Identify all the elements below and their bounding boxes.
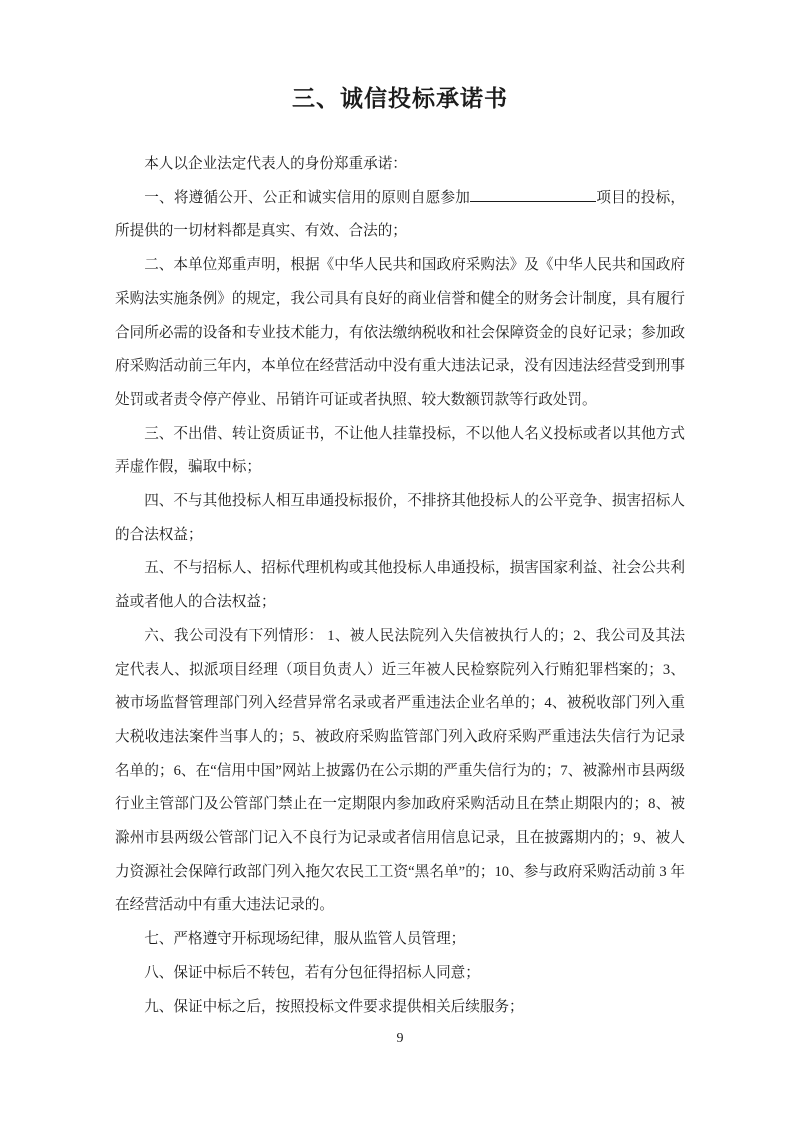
clause-paragraph-8: 八、保证中标后不转包，若有分包征得招标人同意； bbox=[144, 964, 480, 981]
clause-1-text-before-blank: 一、将遵循公开、公正和诚实信用的原则自愿参加 bbox=[144, 189, 471, 206]
clause-paragraph-9: 九、保证中标之后，按照投标文件要求提供相关后续服务； bbox=[144, 998, 524, 1015]
intro-paragraph: 本人以企业法定代表人的身份郑重承诺： bbox=[144, 156, 407, 172]
page-number: 9 bbox=[396, 1031, 404, 1046]
clause-paragraph-5: 五、不与招标人、招标代理机构或其他投标人串通投标，损害国家利益、社会公共利益或者他人的合法权益； bbox=[115, 560, 685, 611]
document-body bbox=[115, 148, 685, 1024]
document-title: 三、诚信投标承诺书 bbox=[292, 86, 508, 111]
clause-paragraph-3: 三、不出借、转让资质证书，不让他人挂靠投标，不以他人名义投标或者以其他方式弄虚作假，骗取中标； bbox=[115, 425, 685, 476]
clause-paragraph-1 bbox=[115, 182, 685, 249]
project-name-blank-field bbox=[470, 187, 596, 202]
clause-paragraph-7: 七、严格遵守开标现场纪律，服从监管人员管理； bbox=[144, 931, 466, 948]
clause-paragraph-2: 二、本单位郑重声明，根据《中华人民共和国政府采购法》及《中华人民共和国政府采购法实施条例》的规定，我公司具有良好的商业信誉和健全的财务会计制度，具有履行合同所必需的设备和专业技术能力，有依法缴纳税收和社会保障资金的良好记录；参加政府采购活动前三年内，本单位在经营活动中没有重大违法记录，没有因违法经营受到刑事处罚或者责令停产停业、吊销许可证或者执照、较大数额罚款等行政处罚。 bbox=[115, 257, 685, 408]
clause-paragraph-6: 六、我公司没有下列情形： 1、被人民法院列入失信被执行人的；2、我公司及其法定代表人、拟派项目经理（项目负责人）近三年被人民检察院列入行贿犯罪档案的；3、被市场监督管理部门列入经营异常名录或者严重违法企业名单的；4、被税收部门列入重大税收违法案件当事人的；5、被政府采购监管部门列入政府采购严重违法失信行为记录名单的；6、在“信用中国”网站上披露仍在公示期的严重失信行为的；7、被滁州市县两级行业主管部门及公管部门禁止在一定期限内参加政府采购活动且在禁止期限内的；8、被滁州市县两级公管部门记入不良行为记录或者信用信息记录，且在披露期内的；9、被人力资源社会保障行政部门列入拖欠农民工工资“黑名单”的；10、参与政府采购活动前 3 年在经营活动中有重大违法记录的。 bbox=[115, 627, 685, 914]
clause-paragraph-4: 四、不与其他投标人相互串通投标报价，不排挤其他投标人的公平竞争、损害招标人的合法权益； bbox=[115, 493, 685, 543]
clause-1-text-after-blank: 项目的投标，所提供的一切材料都是真实、有效、合法的； bbox=[115, 189, 685, 240]
